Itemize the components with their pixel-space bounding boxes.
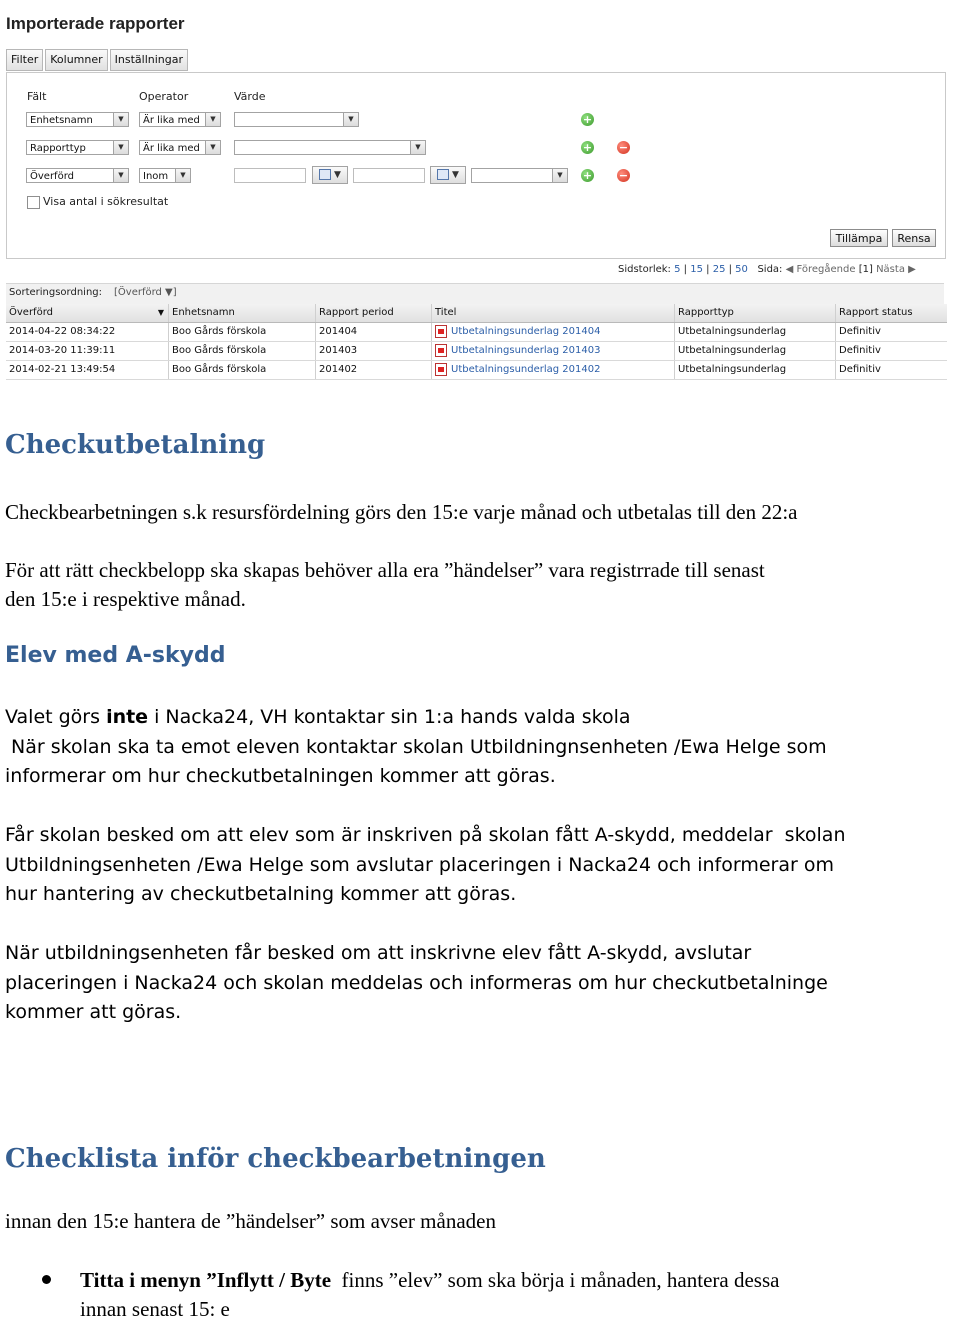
- paragraph-checkbelopp-line2: den 15:e i respektive månad.: [5, 587, 246, 611]
- cell-rapporttyp: Utbetalningsunderlag: [675, 323, 836, 341]
- cell-status: Definitiv: [839, 364, 881, 375]
- paragraph-skolan-line1: När skolan ska ta emot eleven kontaktar skolan Utbildningnsenheten /Ewa Helge som: [5, 736, 827, 758]
- previous-page-link[interactable]: ◀ Föregående: [785, 264, 856, 275]
- clear-button[interactable]: Rensa: [892, 229, 936, 247]
- column-header-enhetsnamn[interactable]: Enhetsnamn: [169, 304, 316, 322]
- tab-filter[interactable]: Filter: [6, 49, 43, 71]
- report-screenshot: [0, 0, 960, 378]
- field-column-header: Fält: [27, 90, 47, 103]
- operator-select-value: Inom: [143, 171, 169, 182]
- pdf-icon: [435, 325, 447, 338]
- current-page: [1]: [858, 264, 873, 275]
- cell-overford: 2014-02-21 13:49:54: [6, 361, 169, 379]
- cell-enhetsnamn: Boo Gårds förskola: [169, 323, 316, 341]
- column-header-titel[interactable]: Titel: [432, 304, 675, 322]
- date-from-input[interactable]: [234, 168, 306, 183]
- add-filter-icon[interactable]: +: [582, 113, 593, 126]
- report-title-link[interactable]: Utbetalningsunderlag 201404: [451, 326, 601, 337]
- chevron-down-icon: ▼: [410, 141, 425, 154]
- next-page-link[interactable]: Nästa ▶: [876, 264, 916, 275]
- cell-overford: 2014-03-20 11:39:11: [6, 342, 169, 360]
- bullet-item-line1: [80, 1266, 779, 1295]
- date-to-input[interactable]: [353, 168, 425, 183]
- paragraph-far-skolan-line3: hur hantering av checkutbetalning kommer att göras.: [5, 883, 517, 905]
- sort-bar: [6, 283, 944, 304]
- bullet-item-bold: Titta i menyn ”Inflytt / Byte: [80, 1268, 332, 1292]
- paragraph-skolan-line2: informerar om hur checkutbetalningen kommer att göras.: [5, 765, 556, 787]
- page-size-option[interactable]: 5: [674, 264, 681, 275]
- chevron-down-icon: ▼: [175, 169, 190, 182]
- column-header-rapport-period[interactable]: Rapport period: [316, 304, 432, 322]
- paragraph-valet: [5, 702, 631, 732]
- valet-text-bold: inte: [106, 706, 149, 728]
- heading-checklista: Checklista inför checkbearbetningen: [5, 1144, 546, 1174]
- value-select[interactable]: [234, 140, 426, 155]
- paragraph-far-skolan-line2: Utbildningsenheten /Ewa Helge som avslutar placeringen i Nacka24 och informerar om: [5, 854, 834, 876]
- calendar-from-button[interactable]: ▼: [312, 166, 348, 184]
- operator-column-header: Operator: [139, 90, 189, 103]
- filter-panel: [6, 72, 946, 259]
- calendar-icon: [319, 169, 331, 180]
- cell-overford: 2014-04-22 08:34:22: [6, 323, 169, 341]
- paragraph-utbildningsenheten-line3: kommer att göras.: [5, 1001, 182, 1023]
- tab-kolumner[interactable]: Kolumner: [45, 49, 107, 71]
- pdf-icon: [435, 363, 447, 376]
- chevron-down-icon: ▼: [343, 113, 358, 126]
- chevron-down-icon: ▼: [205, 141, 220, 154]
- field-select[interactable]: [26, 112, 129, 127]
- add-filter-icon[interactable]: +: [582, 169, 593, 182]
- cell-titel[interactable]: [432, 361, 675, 379]
- valet-text-pre: Valet görs: [5, 706, 107, 728]
- calendar-icon: [437, 169, 449, 180]
- sort-desc-icon: ▼: [157, 308, 164, 317]
- chevron-down-icon: ▼: [552, 169, 567, 182]
- bullet-item-line2: innan senast 15: e: [80, 1297, 230, 1321]
- cell-enhetsnamn: Boo Gårds förskola: [169, 361, 316, 379]
- table-row[interactable]: [6, 361, 947, 380]
- operator-select[interactable]: [139, 140, 221, 155]
- field-select[interactable]: [26, 140, 129, 155]
- operator-select[interactable]: [139, 168, 191, 183]
- chevron-down-icon: ▼: [113, 141, 128, 154]
- paragraph-checkbelopp-line1: För att rätt checkbelopp ska skapas behöver alla era ”händelser” vara registrrade till senast: [5, 558, 765, 582]
- field-select-value: Rapporttyp: [30, 143, 86, 154]
- value-column-header: Värde: [234, 90, 266, 103]
- cell-period: 201404: [316, 323, 432, 341]
- column-header-rapport-status[interactable]: Rapport status: [839, 307, 913, 318]
- report-title-link[interactable]: Utbetalningsunderlag 201402: [451, 364, 601, 375]
- page-label: Sida:: [757, 264, 783, 275]
- show-count-label: Visa antal i sökresultat: [43, 195, 169, 208]
- page-size-option[interactable]: 15: [690, 264, 703, 275]
- operator-select[interactable]: [139, 112, 221, 127]
- pager: Sidstorlek: 5 | 15 | 25 | 50 Sida: ◀ Föregående [1] Nästa ▶: [618, 264, 916, 275]
- cell-titel[interactable]: [432, 342, 675, 360]
- show-count-checkbox[interactable]: [27, 196, 40, 209]
- field-select[interactable]: [26, 168, 129, 183]
- operator-select-value: Är lika med: [143, 115, 200, 126]
- bullet-icon: [42, 1275, 51, 1284]
- pdf-icon: [435, 344, 447, 357]
- valet-text-post: i Nacka24, VH kontaktar sin 1:a hands valda skola: [148, 706, 631, 728]
- paragraph-innan: innan den 15:e hantera de ”händelser” som avser månaden: [5, 1209, 496, 1233]
- page-size-label: Sidstorlek:: [618, 264, 671, 275]
- value-select[interactable]: [234, 112, 359, 127]
- cell-enhetsnamn: Boo Gårds förskola: [169, 342, 316, 360]
- column-header-rapporttyp[interactable]: Rapporttyp: [675, 304, 836, 322]
- cell-titel[interactable]: [432, 323, 675, 341]
- paragraph-checkbearbetning: Checkbearbetningen s.k resursfördelning görs den 15:e varje månad och utbetalas till den 22:a: [5, 500, 798, 524]
- chevron-down-icon: ▼: [113, 113, 128, 126]
- chevron-down-icon: ▼: [113, 169, 128, 182]
- apply-button[interactable]: Tillämpa: [830, 229, 888, 247]
- table-row[interactable]: [6, 323, 947, 342]
- heading-checkutbetalning: Checkutbetalning: [5, 430, 266, 460]
- cell-period: 201402: [316, 361, 432, 379]
- column-header-label: Överförd: [9, 307, 53, 318]
- bullet-item-text: finns ”elev” som ska börja i månaden, hantera dessa: [331, 1268, 780, 1292]
- tab-installningar[interactable]: Inställningar: [110, 49, 188, 71]
- cell-rapporttyp: Utbetalningsunderlag: [675, 361, 836, 379]
- sort-value[interactable]: [Överförd ▼]: [114, 287, 177, 298]
- cell-period: 201403: [316, 342, 432, 360]
- tab-bar: [6, 49, 190, 71]
- paragraph-utbildningsenheten-line2: placeringen i Nacka24 och skolan meddelas och informeras om hur checkutbetalninge: [5, 972, 828, 994]
- report-title-link[interactable]: Utbetalningsunderlag 201403: [451, 345, 601, 356]
- sort-label: Sorteringsordning:: [9, 287, 103, 298]
- table-row[interactable]: [6, 342, 947, 361]
- table-header-row: [6, 304, 947, 323]
- results-table: [6, 304, 947, 380]
- operator-select-value: Är lika med: [143, 143, 200, 154]
- cell-status: Definitiv: [839, 345, 881, 356]
- remove-filter-icon[interactable]: −: [618, 169, 629, 182]
- paragraph-utbildningsenheten-line1: När utbildningsenheten får besked om att inskrivne elev fått A-skydd, avslutar: [5, 942, 752, 964]
- screenshot-title: Importerade rapporter: [6, 14, 185, 33]
- field-select-value: Enhetsnamn: [30, 115, 93, 126]
- column-header-overford[interactable]: [6, 304, 169, 322]
- cell-status: Definitiv: [839, 326, 881, 337]
- calendar-to-button[interactable]: ▼: [430, 166, 466, 184]
- period-select[interactable]: [471, 168, 568, 183]
- paragraph-far-skolan-line1: Får skolan besked om att elev som är inskriven på skolan fått A-skydd, meddelar skolan: [5, 824, 846, 846]
- chevron-down-icon: ▼: [205, 113, 220, 126]
- field-select-value: Överförd: [30, 171, 74, 182]
- heading-elev-med-a-skydd: Elev med A-skydd: [5, 643, 226, 668]
- cell-rapporttyp: Utbetalningsunderlag: [675, 342, 836, 360]
- page-size-option[interactable]: 50: [735, 264, 748, 275]
- page-size-option[interactable]: 25: [712, 264, 726, 275]
- add-filter-icon[interactable]: +: [582, 141, 593, 154]
- remove-filter-icon[interactable]: −: [618, 141, 629, 154]
